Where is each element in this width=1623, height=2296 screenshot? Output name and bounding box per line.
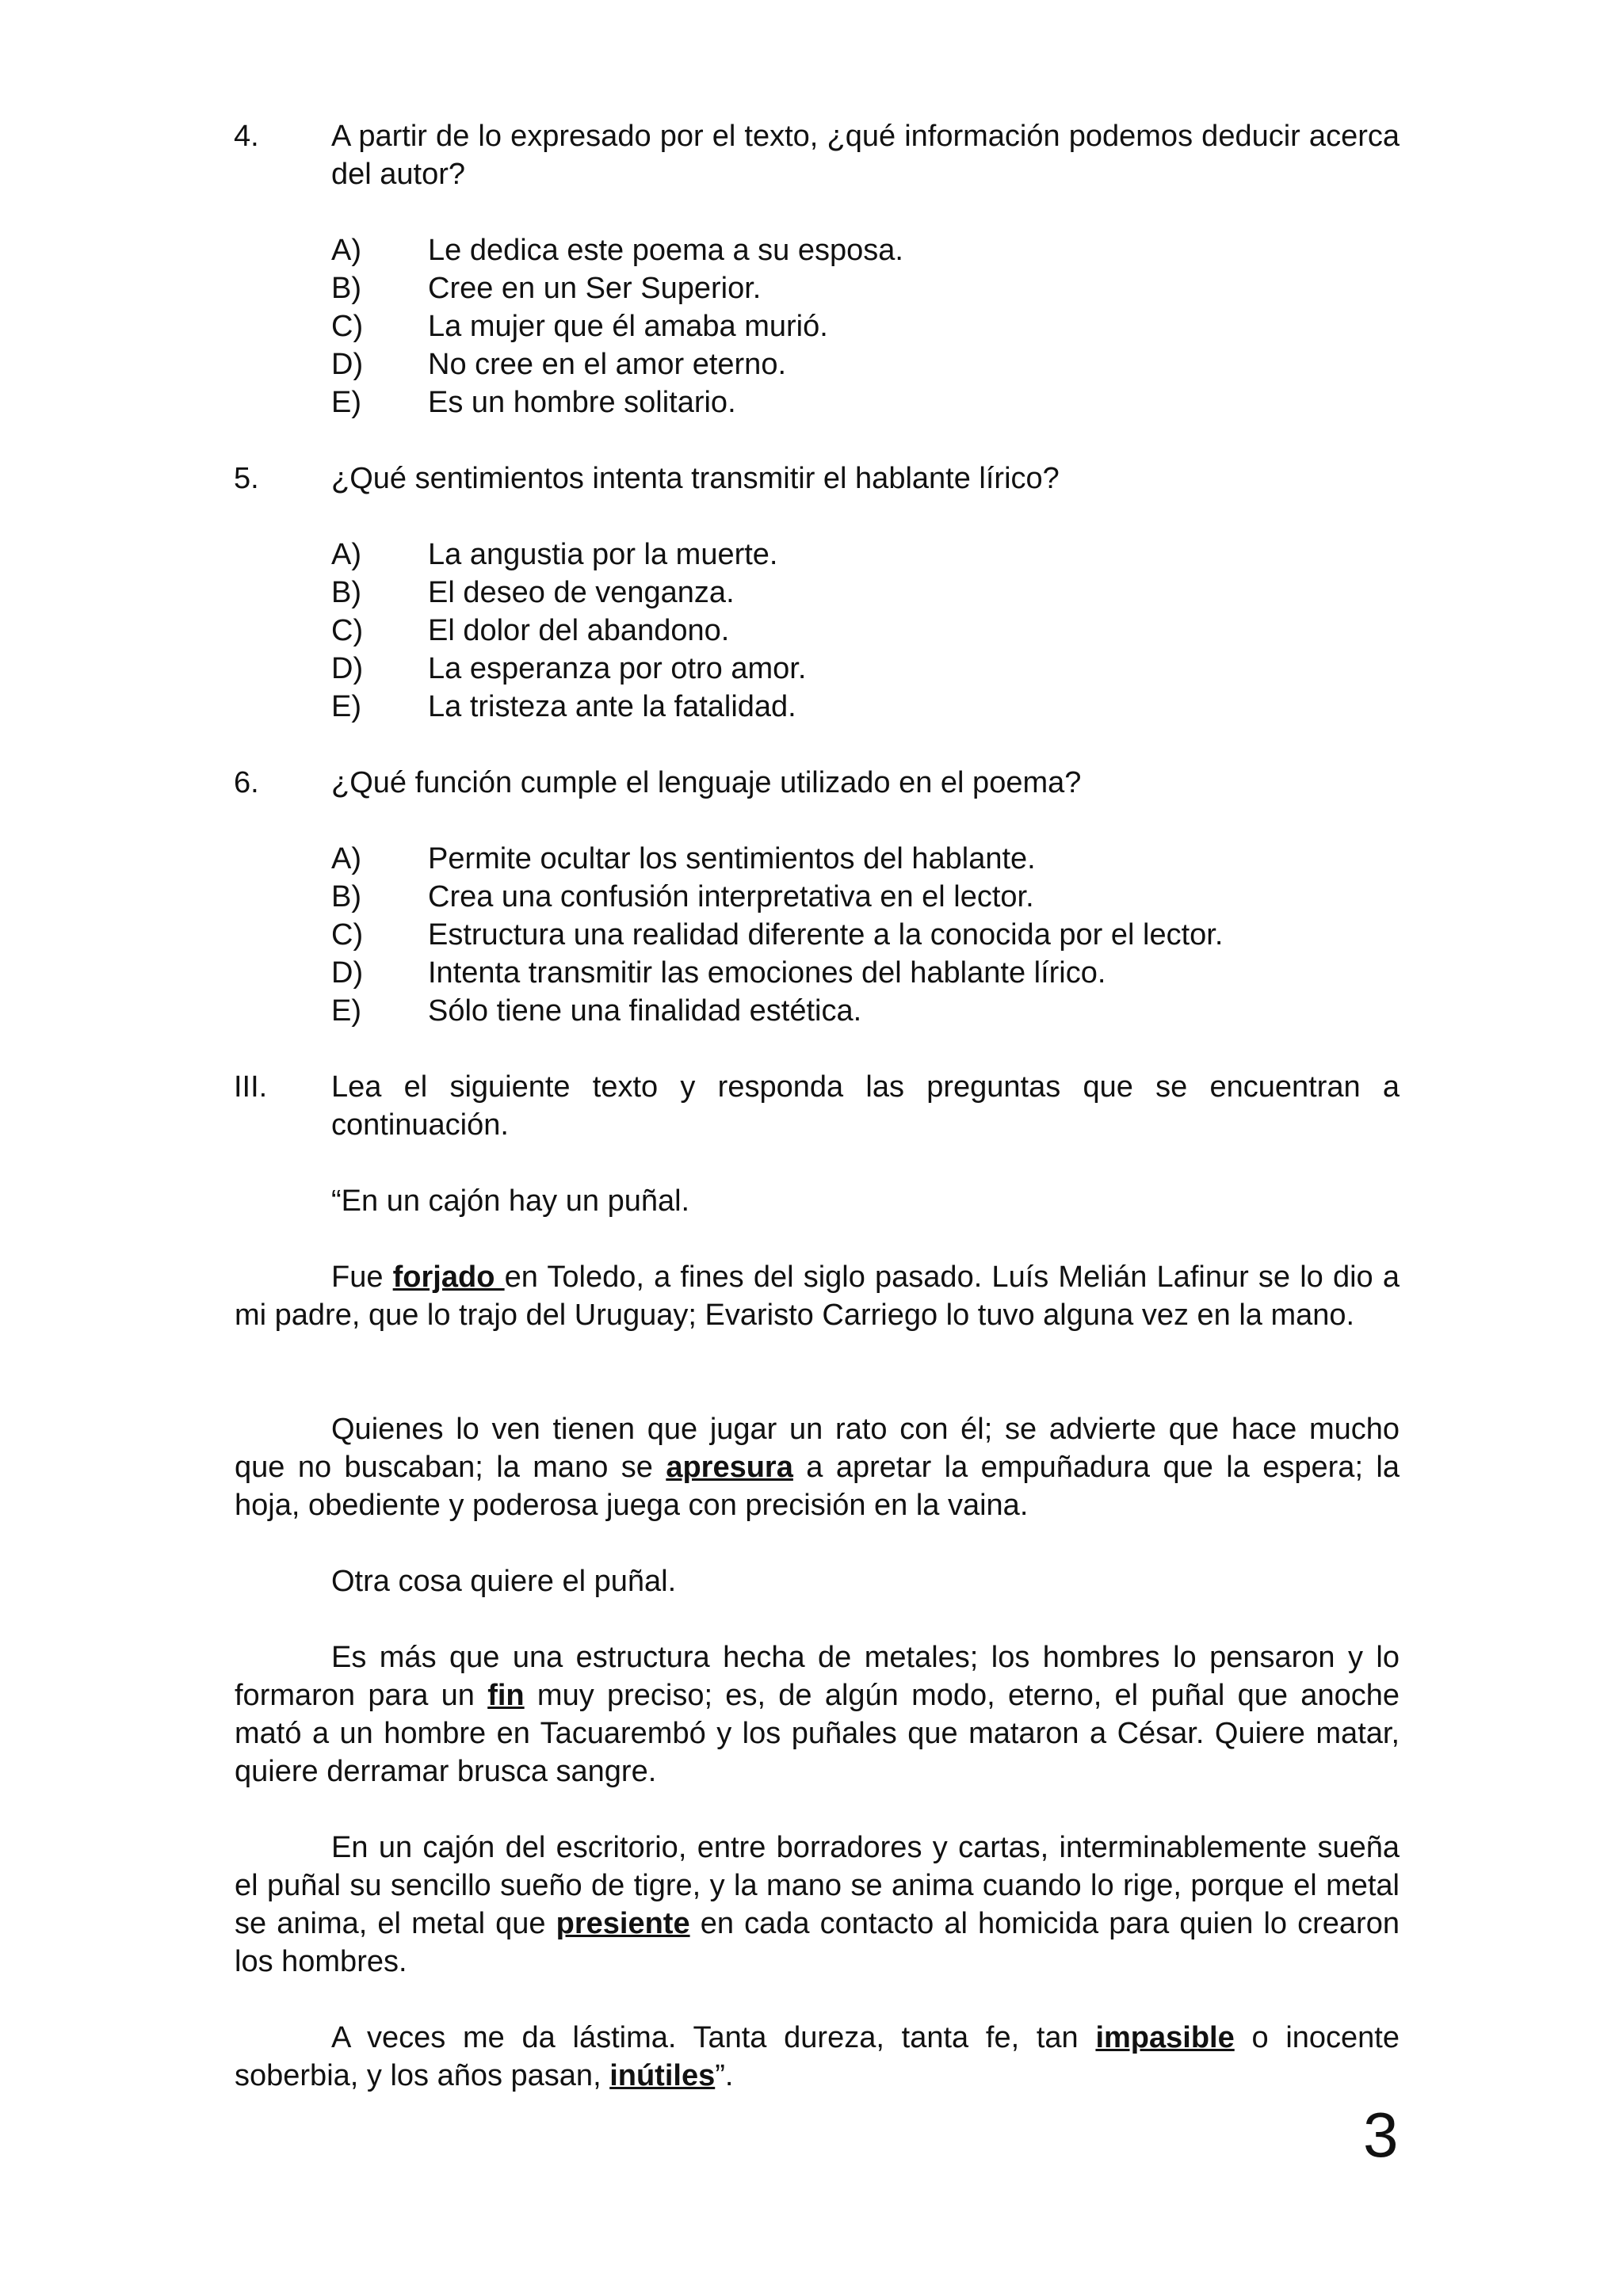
option-text: El dolor del abandono. xyxy=(428,614,730,647)
paragraph-text: Fue xyxy=(331,1261,393,1294)
option-letter: C) xyxy=(331,310,364,343)
option-letter: B) xyxy=(331,272,361,305)
keyword-inutiles: inútiles xyxy=(609,2059,716,2092)
option-text: No cree en el amor eterno. xyxy=(428,348,787,381)
keyword-apresura: apresura xyxy=(666,1451,793,1484)
paragraph-text: en cada contacto al homicida para quien lo crearon los hombres. xyxy=(235,1907,1400,1978)
option-letter: C) xyxy=(331,614,364,647)
section-instructions: Lea el siguiente texto y responda las preguntas que se encuentran a continuación. xyxy=(331,1070,1400,1142)
passage-paragraph-4 xyxy=(235,1638,1400,1791)
option-letter: B) xyxy=(331,880,361,913)
option-letter: E) xyxy=(331,690,361,723)
paragraph-text: Es más que una estructura hecha de metales; los hombres lo pensaron y lo formaron para un xyxy=(235,1641,1400,1712)
keyword-impasible: impasible xyxy=(1095,2021,1235,2054)
paragraph-text: En un cajón del escritorio, entre borradores y cartas, interminablemente sueña el puñal su sencillo sueño de tigre, y la mano se anima cuando lo rige, porque el metal se anima, el metal que xyxy=(235,1831,1400,1940)
option-text: Intenta transmitir las emociones del hablante lírico. xyxy=(428,956,1106,990)
option-letter: A) xyxy=(331,842,361,875)
question-6-text: ¿Qué función cumple el lenguaje utilizado en el poema? xyxy=(331,766,1082,799)
option-text: Permite ocultar los sentimientos del hablante. xyxy=(428,842,1036,875)
option-letter: D) xyxy=(331,348,364,381)
passage-paragraph-5 xyxy=(235,1829,1400,1981)
option-text: El deseo de venganza. xyxy=(428,576,735,609)
question-4-text: A partir de lo expresado por el texto, ¿qué información podemos deducir acerca del autor? xyxy=(331,120,1400,191)
paragraph-text: Quienes lo ven tienen que jugar un rato con él; se advierte que hace mucho que no buscaban; la mano se xyxy=(235,1413,1400,1484)
option-letter: B) xyxy=(331,576,361,609)
passage-opening: “En un cajón hay un puñal. xyxy=(331,1184,690,1218)
paragraph-text: en Toledo, a fines del siglo pasado. Luís Melián Lafinur se lo dio a mi padre, que lo trajo del Uruguay; Evaristo Carriego lo tuvo alguna vez en la mano. xyxy=(235,1261,1400,1332)
paragraph-text: Otra cosa quiere el puñal. xyxy=(331,1565,677,1598)
page-number: 3 xyxy=(1363,2100,1399,2170)
option-letter: E) xyxy=(331,994,361,1028)
option-text: Crea una confusión interpretativa en el lector. xyxy=(428,880,1034,913)
passage-paragraph-3 xyxy=(235,1562,1400,1600)
question-5-text: ¿Qué sentimientos intenta transmitir el hablante lírico? xyxy=(331,462,1060,495)
question-6-number: 6. xyxy=(234,766,259,799)
passage-paragraph-6 xyxy=(235,2019,1400,2095)
option-text: La esperanza por otro amor. xyxy=(428,652,807,685)
option-text: Le dedica este poema a su esposa. xyxy=(428,234,903,267)
option-text: La tristeza ante la fatalidad. xyxy=(428,690,796,723)
option-text: Cree en un Ser Superior. xyxy=(428,272,762,305)
question-5-number: 5. xyxy=(234,462,259,495)
keyword-forjado: forjado xyxy=(392,1261,505,1294)
option-letter: E) xyxy=(331,386,361,419)
option-letter: D) xyxy=(331,956,364,990)
section-number: III. xyxy=(234,1070,268,1104)
passage-paragraph-1 xyxy=(235,1258,1400,1334)
option-text: La angustia por la muerte. xyxy=(428,538,778,571)
paragraph-text: o inocente soberbia, y los años pasan, xyxy=(235,2021,1400,2092)
keyword-presiente: presiente xyxy=(556,1907,690,1940)
option-letter: C) xyxy=(331,918,364,952)
paragraph-text: a apretar la empuñadura que la espera; la hoja, obediente y poderosa juega con precisión en la vaina. xyxy=(235,1451,1400,1522)
paragraph-text: ”. xyxy=(715,2059,734,2092)
question-4-number: 4. xyxy=(234,120,259,153)
option-text: Estructura una realidad diferente a la conocida por el lector. xyxy=(428,918,1224,952)
option-letter: A) xyxy=(331,538,361,571)
option-text: Sólo tiene una finalidad estética. xyxy=(428,994,862,1028)
option-letter: D) xyxy=(331,652,364,685)
option-text: Es un hombre solitario. xyxy=(428,386,736,419)
paragraph-text: muy preciso; es, de algún modo, eterno, el puñal que anoche mató a un hombre en Tacuarembó y los puñales que mataron a César. Quiere matar, quiere derramar brusca sangre. xyxy=(235,1679,1400,1788)
paragraph-text: A veces me da lástima. Tanta dureza, tanta fe, tan xyxy=(331,2021,1096,2054)
passage-paragraph-2 xyxy=(235,1410,1400,1524)
option-text: La mujer que él amaba murió. xyxy=(428,310,828,343)
option-letter: A) xyxy=(331,234,361,267)
keyword-fin: fin xyxy=(487,1679,525,1712)
